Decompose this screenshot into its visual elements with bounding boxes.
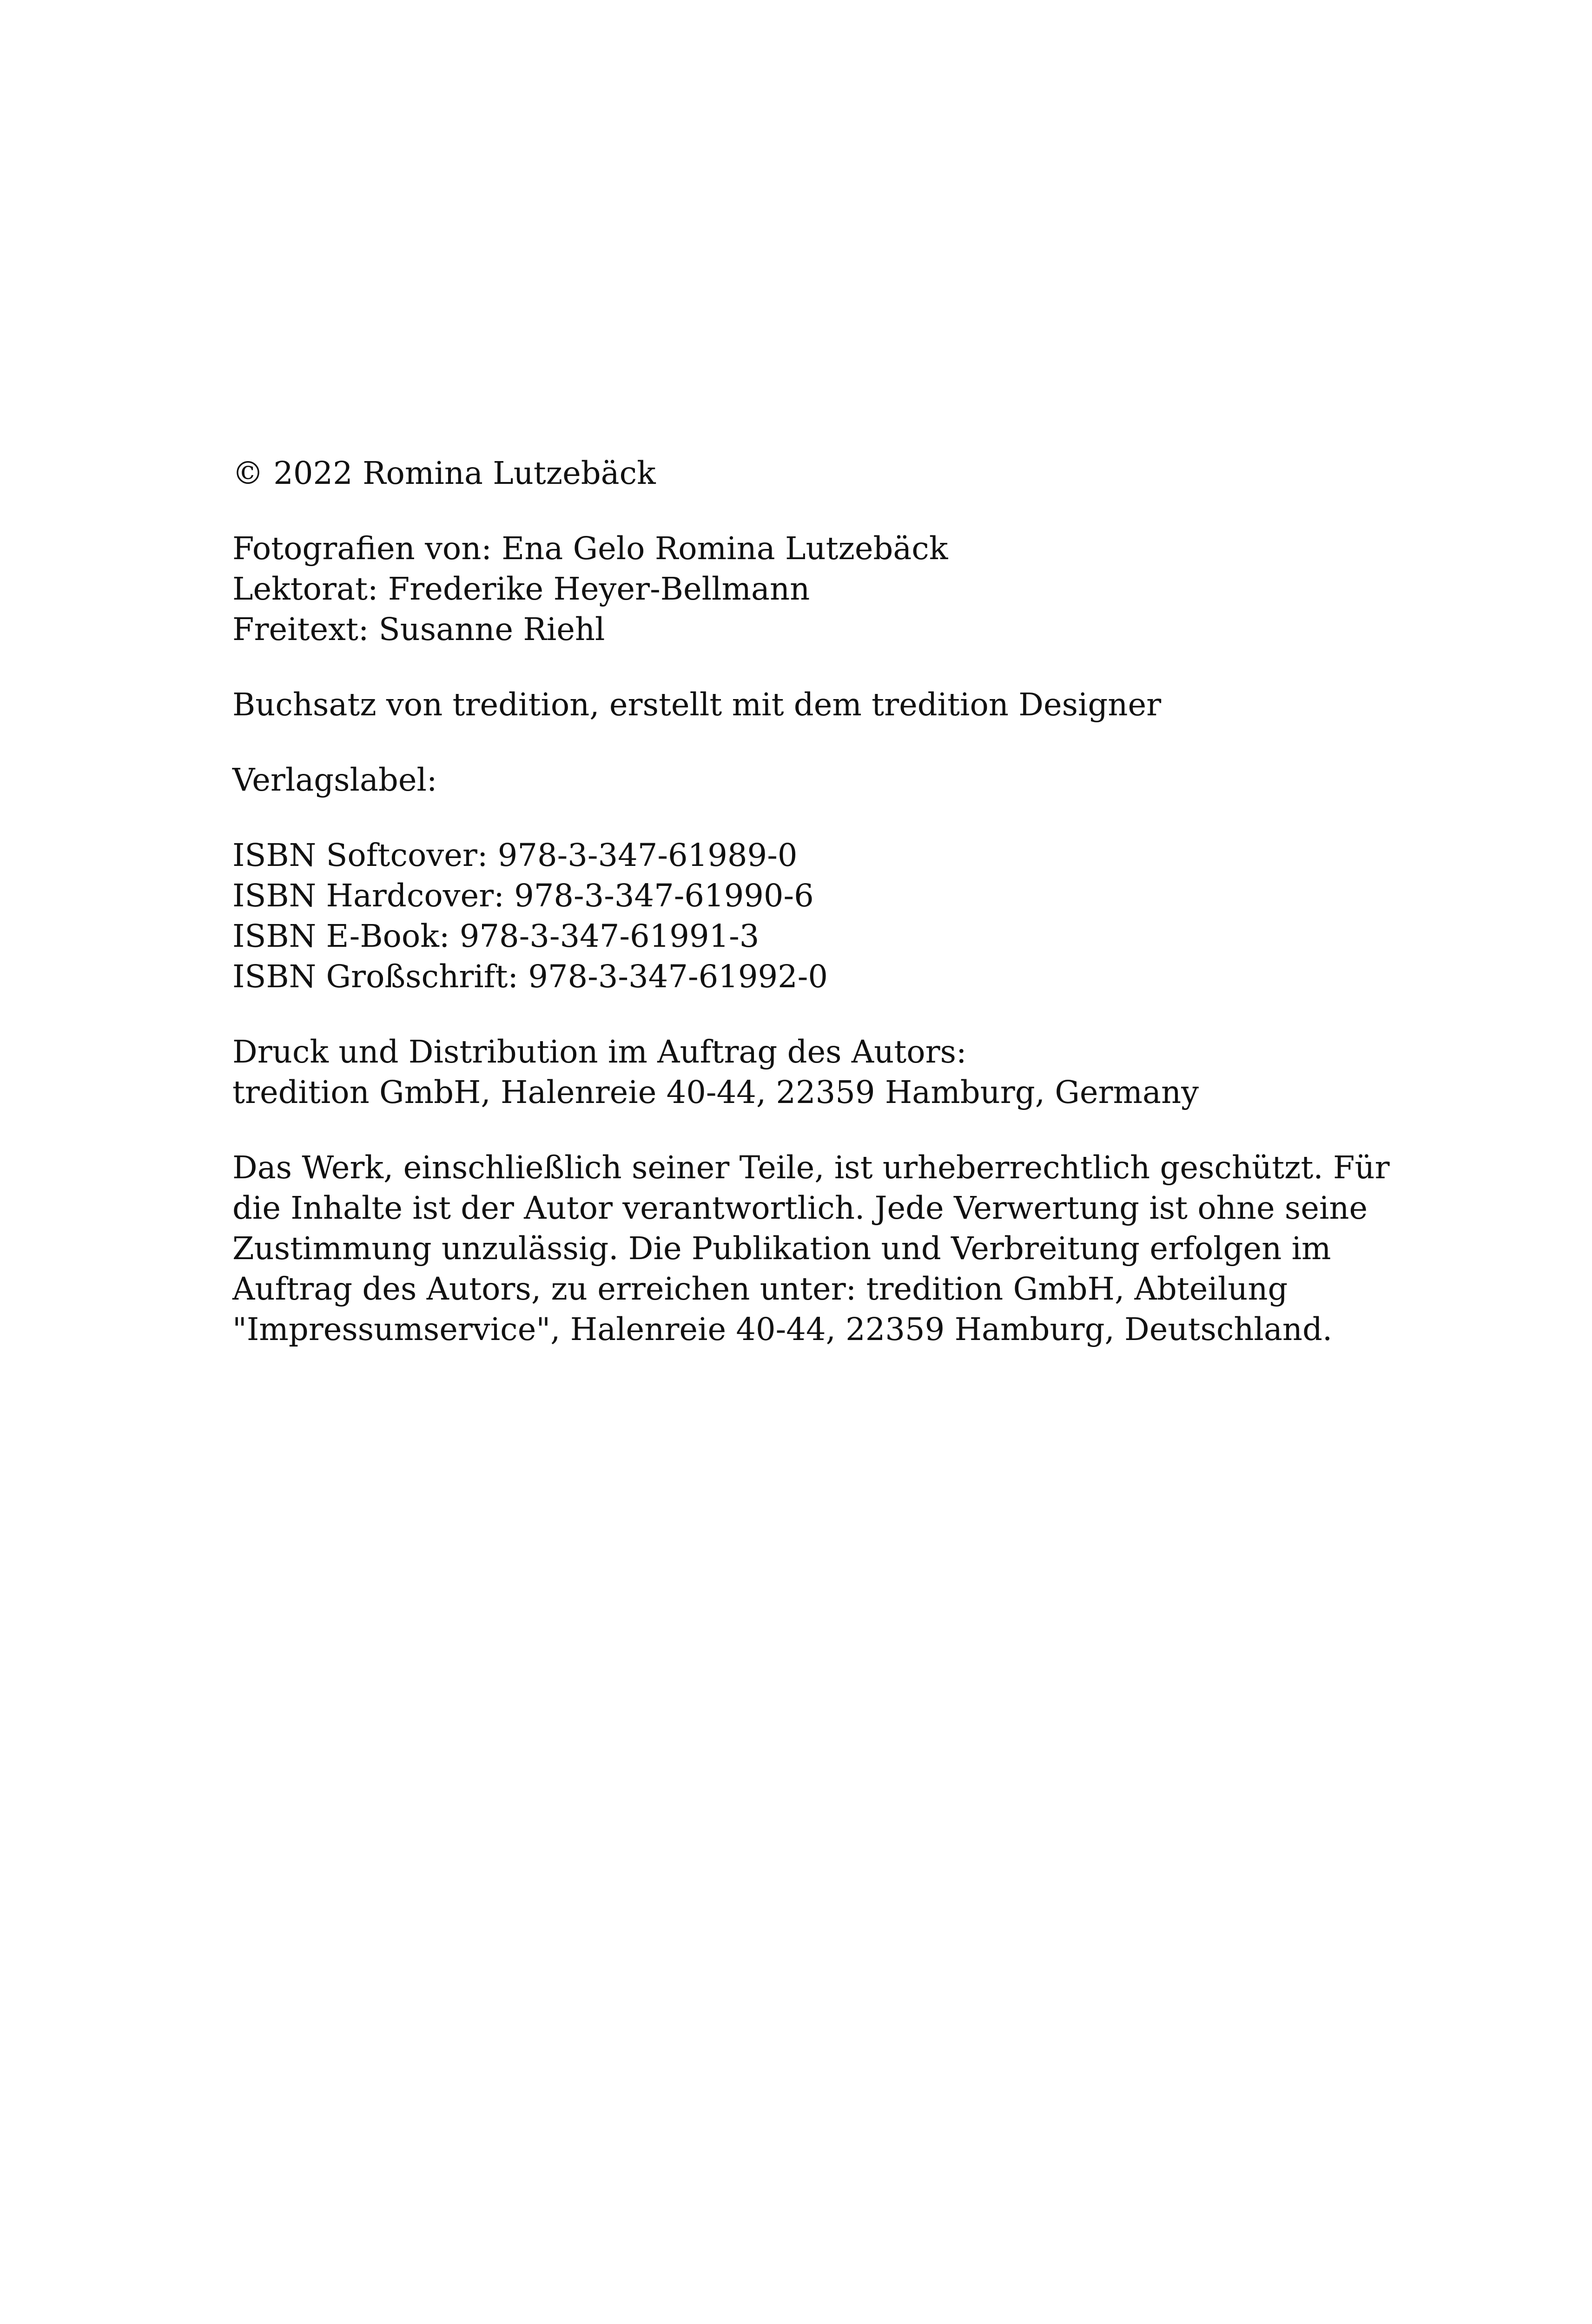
credits-block (232, 528, 1357, 650)
label-block (232, 760, 1357, 800)
editor-credit: Lektorat: Frederike Heyer-Bellmann (232, 571, 810, 607)
isbn-ebook: ISBN E-Book: 978-3-347-61991-3 (232, 918, 760, 954)
imprint-content (232, 453, 1390, 1385)
isbn-softcover: ISBN Softcover: 978-3-347-61989-0 (232, 837, 798, 873)
isbn-hardcover: ISBN Hardcover: 978-3-347-61990-6 (232, 878, 814, 914)
isbn-large-print: ISBN Großschrift: 978-3-347-61992-0 (232, 958, 828, 995)
typesetting-block (232, 685, 1357, 725)
typesetting-line: Buchsatz von tredition, erstellt mit dem tredition Designer (232, 687, 1162, 723)
distribution-block (232, 1032, 1357, 1113)
legal-line: Zustimmung unzulässig. Die Publikation und Verbreitung erfolgen im (232, 1230, 1331, 1267)
legal-notice (232, 1148, 1390, 1350)
distribution-address: tredition GmbH, Halenreie 40-44, 22359 Hamburg, Germany (232, 1074, 1199, 1110)
legal-line: Das Werk, einschließlich seiner Teile, ist urheberrechtlich geschützt. Für (232, 1149, 1390, 1186)
legal-line: "Impressumservice", Halenreie 40-44, 22359 Hamburg, Deutschland. (232, 1311, 1333, 1347)
isbn-block (232, 835, 1357, 997)
legal-line: die Inhalte ist der Autor verantwortlich. Jede Verwertung ist ohne seine (232, 1190, 1368, 1226)
freetext-credit: Freitext: Susanne Riehl (232, 611, 605, 647)
copyright-line: © 2022 Romina Lutzebäck (232, 455, 656, 491)
copyright-block (232, 453, 1357, 494)
distribution-heading: Druck und Distribution im Auftrag des Autors: (232, 1034, 967, 1070)
publisher-label: Verlagslabel: (232, 762, 437, 798)
legal-line: Auftrag des Autors, zu erreichen unter: tredition GmbH, Abteilung (232, 1271, 1288, 1307)
photo-credit: Fotografien von: Ena Gelo Romina Lutzebäck (232, 530, 948, 567)
